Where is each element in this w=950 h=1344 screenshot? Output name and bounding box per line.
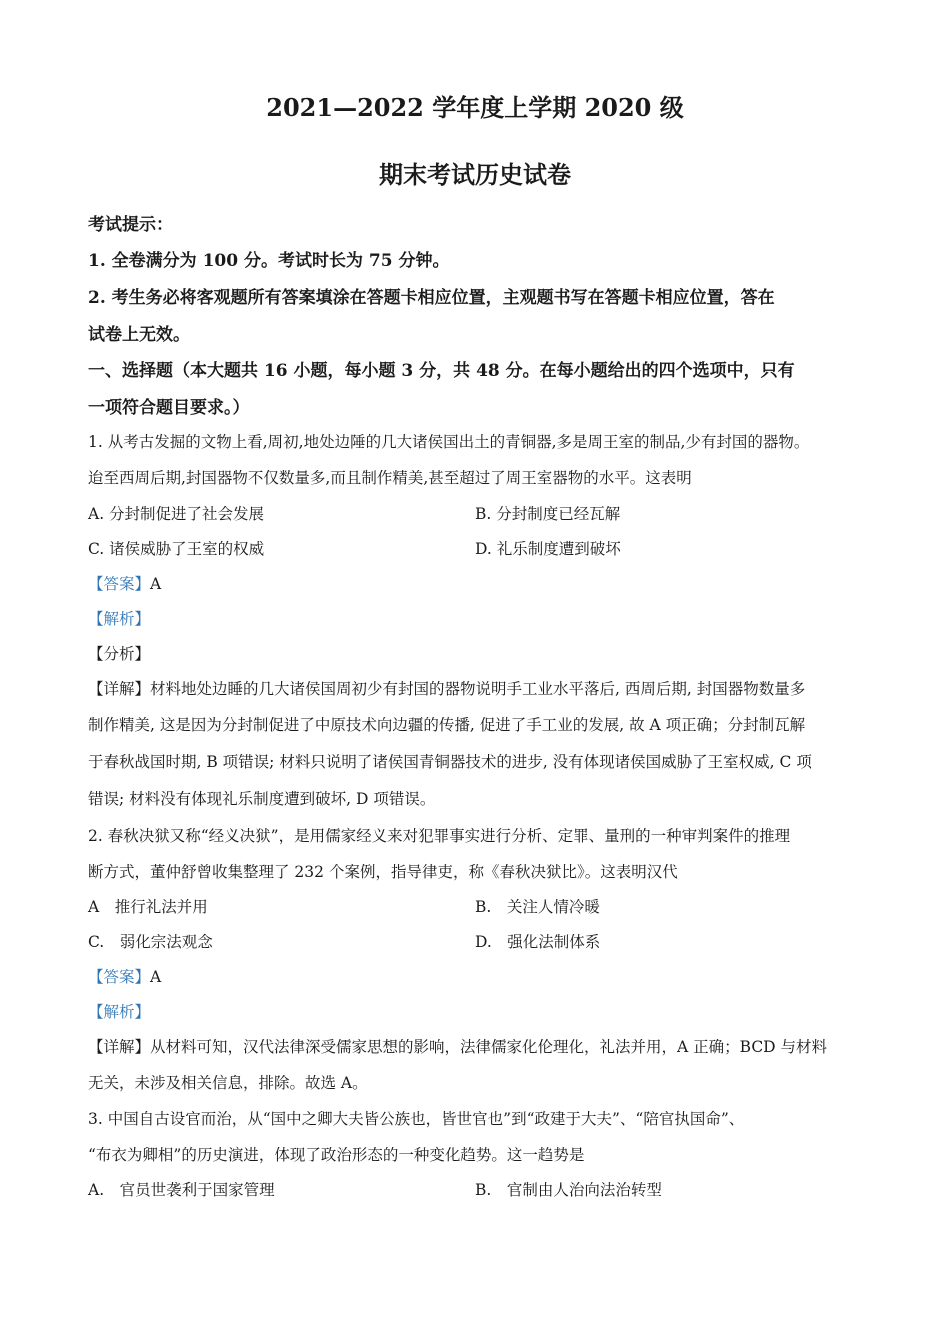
q1-fenxi-tag: 【分析】 bbox=[88, 645, 151, 663]
q2-stem-line2: 断方式，董仲舒曾收集整理了 232 个案例，指导律吏，称《春秋决狱比》。这表明汉代 bbox=[88, 863, 678, 881]
q2-stem-line1: 2. 春秋决狱又称“经义决狱”，是用儒家经义来对犯罪事实进行分析、定罪、量刑的一种审判案件的推理 bbox=[88, 827, 791, 845]
instructions-heading: 考试提示： bbox=[88, 215, 173, 235]
q2-detail-line1 bbox=[88, 1035, 827, 1057]
q2-detail-text1: 从材料可知，汉代法律深受儒家思想的影响，法律儒家化伦理化，礼法并用，A 正确；BCD 与材料 bbox=[150, 1038, 828, 1056]
q3-stem-line2: “布衣为卿相”的历史演进，体现了政治形态的一种变化趋势。这一趋势是 bbox=[88, 1146, 585, 1164]
q1-detail-line3: 于春秋战国时期, B 项错误; 材料只说明了诸侯国青铜器技术的进步, 没有体现诸侯国威胁了王室权威, C 项 bbox=[88, 753, 812, 771]
q1-option-b: B. 分封制度已经瓦解 bbox=[475, 505, 621, 523]
q1-detail-line1 bbox=[88, 677, 805, 699]
q2-answer-tag: 【答案】 bbox=[88, 968, 151, 986]
exam-title-line2: 期末考试历史试卷 bbox=[379, 160, 571, 189]
section-heading-line2: 一项符合题目要求。） bbox=[88, 398, 250, 418]
q1-detail-text1: 材料地处边睡的几大诸侯国周初少有封国的器物说明手工业水平落后, 西周后期, 封国器物数量多 bbox=[150, 680, 806, 698]
q2-option-a: A 推行礼法并用 bbox=[88, 898, 208, 916]
q2-option-d: D. 强化法制体系 bbox=[475, 933, 601, 951]
q1-stem-line2: 迨至西周后期,封国器物不仅数量多,而且制作精美,甚至超过了周王室器物的水平。这表明 bbox=[88, 469, 692, 487]
instruction-item-1: 1. 全卷满分为 100 分。考试时长为 75 分钟。 bbox=[88, 251, 450, 271]
q2-option-b: B. 关注人情冷暖 bbox=[475, 898, 600, 916]
q2-option-c: C. 弱化宗法观念 bbox=[88, 933, 213, 951]
q2-answer-value: A bbox=[150, 968, 162, 986]
q1-detail-line4: 错误; 材料没有体现礼乐制度遭到破坏, D 项错误。 bbox=[88, 790, 436, 808]
instruction-item-2-line2: 试卷上无效。 bbox=[88, 325, 190, 345]
q1-stem-line1: 1. 从考古发掘的文物上看,周初,地处边陲的几大诸侯国出土的青铜器,多是周王室的制品,少有封国的器物。 bbox=[88, 433, 810, 451]
instruction-item-2-line1: 2. 考生务必将客观题所有答案填涂在答题卡相应位置，主观题书写在答题卡相应位置，答在 bbox=[88, 288, 775, 308]
q1-answer-value: A bbox=[150, 575, 162, 593]
q2-detail-line2: 无关，未涉及相关信息，排除。故选 A。 bbox=[88, 1074, 368, 1092]
q1-detail-line2: 制作精美, 这是因为分封制促进了中原技术向边疆的传播, 促进了手工业的发展, 故 A 项正确；分封制瓦解 bbox=[88, 716, 806, 734]
q3-option-a: A. 官员世袭利于国家管理 bbox=[88, 1181, 275, 1199]
q2-answer bbox=[88, 965, 161, 987]
exam-title-line1: 2021—2022 学年度上学期 2020 级 bbox=[266, 93, 684, 122]
q3-option-b: B. 官制由人治向法治转型 bbox=[475, 1181, 662, 1199]
q1-answer-tag: 【答案】 bbox=[88, 575, 151, 593]
q3-stem-line1: 3. 中国自古设官而治，从“国中之卿大夫皆公族也，皆世官也”到“政建于大夫”、“陪官执国命”、 bbox=[88, 1110, 745, 1128]
section-heading-line1: 一、选择题（本大题共 16 小题，每小题 3 分，共 48 分。在每小题给出的四个选项中，只有 bbox=[88, 361, 795, 381]
q1-analysis-tag: 【解析】 bbox=[88, 610, 151, 628]
q2-analysis-tag: 【解析】 bbox=[88, 1003, 151, 1021]
q1-option-d: D. 礼乐制度遭到破坏 bbox=[475, 540, 621, 558]
q2-detail-tag: 【详解】 bbox=[88, 1038, 151, 1056]
q1-option-c: C. 诸侯威胁了王室的权威 bbox=[88, 540, 265, 558]
q1-detail-tag: 【详解】 bbox=[88, 680, 151, 698]
q1-option-a: A. 分封制促进了社会发展 bbox=[88, 505, 265, 523]
q1-answer bbox=[88, 572, 161, 594]
